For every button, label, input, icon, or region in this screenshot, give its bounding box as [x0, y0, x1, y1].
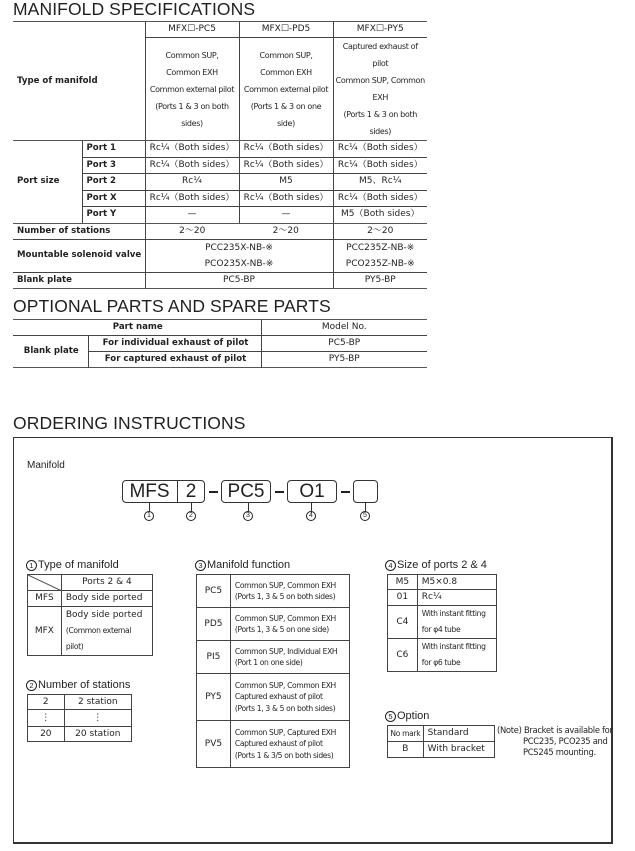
port-value: M5: [239, 174, 333, 191]
tick: [248, 503, 249, 511]
option-row: [28, 710, 132, 727]
code: MFX: [28, 607, 62, 656]
port-value: Rc¼（Both sides）: [239, 157, 333, 174]
port-value: Rc¼（Both sides）: [333, 190, 427, 207]
option-row: [388, 742, 495, 758]
option-row: [388, 575, 497, 590]
code: PD5: [197, 608, 231, 641]
code: PC5: [197, 575, 231, 608]
code: C6: [388, 639, 418, 672]
tick: [191, 503, 192, 511]
type-of-manifold-title: 1 Type of manifold: [26, 559, 119, 571]
code: PY5: [197, 674, 231, 721]
manifold-function-title: 3 Manifold function: [195, 559, 290, 571]
marker-4: 4: [306, 511, 316, 521]
stations-value: 2〜20: [239, 223, 333, 239]
diagonal-line-icon: [28, 575, 62, 591]
blank-plate-label: Blank plate: [17, 274, 72, 285]
size-of-ports-title: 4 Size of ports 2 & 4: [385, 559, 487, 571]
number-of-stations-label: Number of stations: [13, 223, 145, 239]
port-value: Rc¼（Both sides）: [239, 190, 333, 207]
number-of-stations-title: 2 Number of stations: [26, 679, 130, 691]
port-value: Rc¼（Both sides）: [239, 141, 333, 158]
type-pc5: Common SUP, Common EXH Common external pilot (Ports 1 & 3 on both sides): [145, 38, 239, 141]
option-row: [388, 606, 497, 639]
desc: 2 station: [64, 695, 131, 710]
dash: [209, 491, 218, 493]
marker-2: 2: [186, 511, 196, 521]
opt-header-row: [13, 320, 427, 336]
option-row: [28, 607, 153, 656]
option-table: [387, 725, 495, 758]
code-stations: 2: [185, 480, 197, 502]
port-value: Rc¼（Both sides）: [333, 141, 427, 158]
desc: Common SUP, Common EXH (Ports 1, 3 & 5 on both sides): [230, 575, 349, 608]
mountable-solenoid-valve-label: Mountable solenoid valve: [13, 239, 145, 272]
code: M5: [388, 575, 418, 590]
desc: Standard: [423, 726, 494, 742]
code-function: PC5: [221, 480, 271, 503]
port-value: Rc¼（Both sides）: [145, 190, 239, 207]
desc: Common SUP, Common EXH Captured exhaust of pilot (Ports 1, 3 & 5 on both sides): [230, 674, 349, 721]
option-row: [388, 639, 497, 672]
col-header-pc5: MFX☐-PC5: [145, 22, 239, 38]
port-size-label: Port size: [13, 141, 82, 224]
option-row: [197, 641, 350, 674]
port-value: Rc¼（Both sides）: [145, 157, 239, 174]
part-name: For individual exhaust of pilot: [88, 336, 261, 352]
option-row: [388, 590, 497, 606]
code: 20: [28, 727, 65, 742]
code-type: MFS: [129, 480, 170, 502]
size-of-ports-table: [387, 574, 497, 672]
desc: Rc¼: [417, 590, 496, 606]
ordering-instructions-title: ORDERING INSTRUCTIONS: [13, 413, 246, 433]
code: MFS: [28, 591, 62, 607]
port-value: Rc¼（Both sides）: [333, 157, 427, 174]
manifold-label: Manifold: [27, 460, 65, 471]
desc: M5×0.8: [417, 575, 496, 590]
desc: With instant fitting for φ4 tube: [417, 606, 496, 639]
option-row: [388, 726, 495, 742]
port-value: Rc¼: [145, 174, 239, 191]
desc: With instant fitting for φ6 tube: [417, 639, 496, 672]
type-py5: Captured exhaust of pilot Common SUP, Common EXH (Ports 1 & 3 on both sides): [333, 38, 427, 141]
option-row: [197, 674, 350, 721]
port-label: Port Y: [82, 207, 145, 224]
code-port-size: O1: [287, 480, 337, 503]
spec-header-row: [13, 22, 427, 38]
optional-parts-title: OPTIONAL PARTS AND SPARE PARTS: [13, 296, 331, 316]
mountable-solenoid-valve-row: [13, 239, 427, 272]
code: B: [388, 742, 424, 758]
port-value: —: [239, 207, 333, 224]
port-label: Port 1: [82, 141, 145, 158]
option-row: [28, 695, 132, 710]
option-title: 5 Option: [385, 710, 429, 722]
valve-pc5-pd5: PCC235X-NB-※ PCO235X-NB-※: [145, 239, 333, 272]
marker-5: 5: [360, 511, 370, 521]
stations-value: 2〜20: [145, 223, 239, 239]
port-label: Port X: [82, 190, 145, 207]
code: PI5: [197, 641, 231, 674]
desc: ⋮: [64, 710, 131, 727]
port-row: [13, 141, 427, 158]
blank-plate-pc5-pd5: PC5-BP: [145, 272, 333, 288]
desc: Body side ported: [61, 591, 152, 607]
header-row: [28, 575, 153, 591]
tick: [365, 503, 366, 511]
marker-1: 1: [144, 511, 154, 521]
marker-3: 3: [243, 511, 253, 521]
blank-plate-row: [13, 272, 427, 288]
bracket-note: (Note) Bracket is available for PCC235, PCO235 and PCS245 mounting.: [497, 725, 613, 757]
model-no: PY5-BP: [261, 352, 427, 368]
valve-py5: PCC235Z-NB-※ PCO235Z-NB-※: [333, 239, 427, 272]
port-label: Port 2: [82, 174, 145, 191]
code: PV5: [197, 721, 231, 768]
dash: [341, 491, 350, 493]
col-header-py5: MFX☐-PY5: [333, 22, 427, 38]
desc: Body side ported (Common external pilot): [61, 607, 152, 656]
manifold-specifications-table: [13, 21, 427, 289]
desc: With bracket: [423, 742, 494, 758]
port-value: M5（Both sides）: [333, 207, 427, 224]
blank-plate-group-label: Blank plate: [23, 346, 79, 357]
type-pd5: Common SUP, Common EXH Common external pilot (Ports 1 & 3 on one side): [239, 38, 333, 141]
code: 2: [28, 695, 65, 710]
port-value: M5、Rc¼: [333, 174, 427, 191]
tick: [311, 503, 312, 511]
code: No mark: [388, 726, 424, 742]
desc: Common SUP, Captured EXH Captured exhaust of pilot (Ports 1 & 3/5 on both sides): [230, 721, 349, 768]
code-option: [353, 480, 378, 503]
desc: 20 station: [64, 727, 131, 742]
stations-value: 2〜20: [333, 223, 427, 239]
part-name-header: Part name: [13, 320, 261, 336]
part-name: For captured exhaust of pilot: [88, 352, 261, 368]
option-row: [197, 721, 350, 768]
code: ⋮: [28, 710, 65, 727]
option-row: [197, 575, 350, 608]
number-of-stations-row: [13, 223, 427, 239]
dash: [275, 491, 284, 493]
code: C4: [388, 606, 418, 639]
port-value: Rc¼（Both sides）: [145, 141, 239, 158]
manifold-specifications-title: MANIFOLD SPECIFICATIONS: [13, 0, 256, 19]
col-header-pd5: MFX☐-PD5: [239, 22, 333, 38]
optional-parts-table: [13, 319, 427, 368]
type-of-manifold-label: Type of manifold: [13, 22, 145, 141]
desc: Common SUP, Individual EXH (Port 1 on one side): [230, 641, 349, 674]
blank-plate-py5: PY5-BP: [333, 272, 427, 288]
option-row: [197, 608, 350, 641]
port-label: Port 3: [82, 157, 145, 174]
opt-row: [13, 336, 427, 352]
number-of-stations-table: [27, 694, 132, 742]
diagonal-cell: [28, 575, 62, 591]
type-of-manifold-table: [27, 574, 153, 656]
model-no-header: Model No.: [261, 320, 427, 336]
tick: [149, 503, 150, 511]
port-value: —: [145, 207, 239, 224]
manifold-function-table: [196, 574, 350, 768]
ports-header: Ports 2 & 4: [61, 575, 152, 591]
code: 01: [388, 590, 418, 606]
model-no: PC5-BP: [261, 336, 427, 352]
option-row: [28, 727, 132, 742]
option-row: [28, 591, 153, 607]
desc: Common SUP, Common EXH (Ports 1, 3 & 5 on one side): [230, 608, 349, 641]
